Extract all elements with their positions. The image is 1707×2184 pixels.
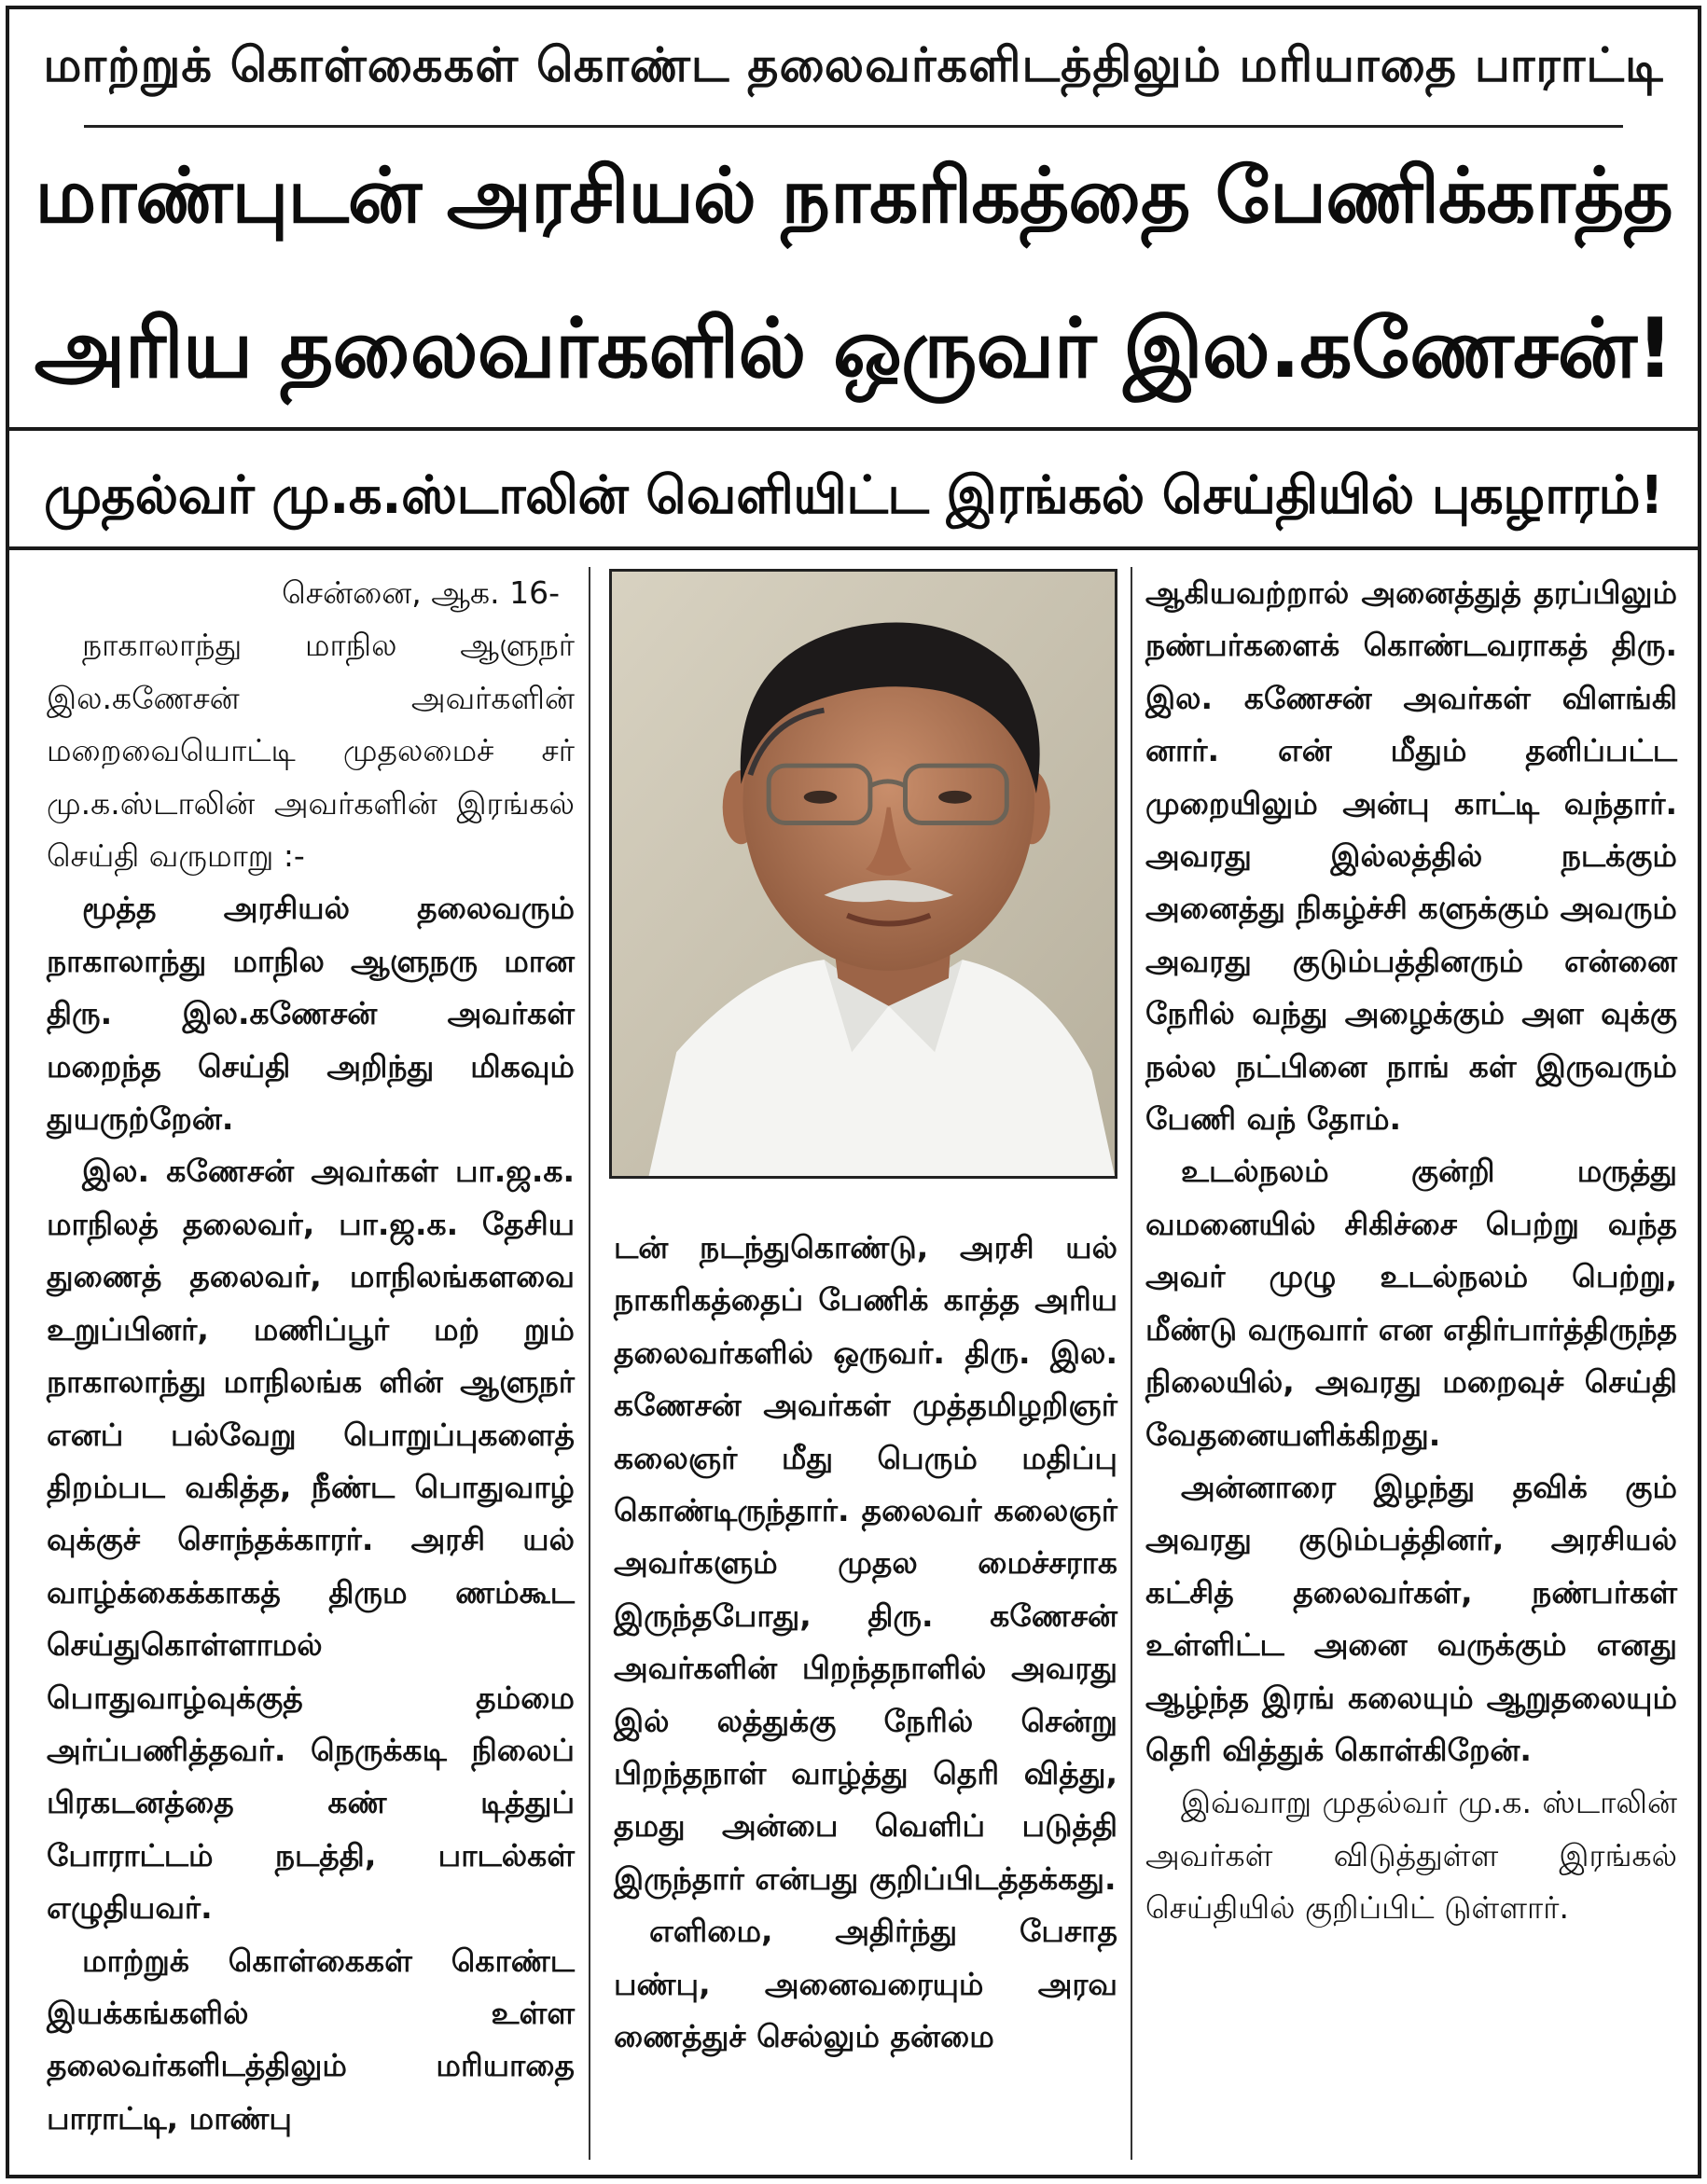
portrait-illustration [612, 572, 1115, 1176]
article-paragraph: இல. கணேசன் அவர்கள் பா.ஜ.க. மாநிலத் தலைவர், பா.ஜ.க. தேசிய துணைத் தலைவர், மாநிலங்களவை உறுப்பினர், மணிப்பூர் மற் றும் நாகாலாந்து மாநிலங்க ளின் ஆளுநர் எனப் பல்வேறு பொறுப்புகளைத் திறம்பட வகித்த, நீண்ட பொதுவாழ் வுக்குச் சொந்தக்காரர். அரசி யல் வாழ்க்கைக்காகத் திரும ணம்கூட செய்துகொள்ளாமல் பொதுவாழ்வுக்குத் தம்மை அர்ப்பணித்தவர். நெருக்கடி நிலைப் பிரகடனத்தை கண் டித்துப் போராட்டம் நடத்தி, பாடல்கள் எழுதியவர். [47, 1153, 575, 1927]
kicker-divider [84, 125, 1623, 128]
kicker-line: மாற்றுக் கொள்கைகள் கொண்ட தலைவர்களிடத்திலும் மரியாதை பாராட்டி [43, 37, 1664, 93]
article-paragraph: மூத்த அரசியல் தலைவரும் நாகாலாந்து மாநில ஆளுநரு மான திரு. இல.கணேசன் அவர்கள் மறைந்த செய்தி அறிந்து மிகவும் துயருற்றேன். [47, 890, 575, 1138]
article-paragraph: எளிமை, அதிர்ந்து பேசாத பண்பு, அனைவரையும் அரவ ணைத்துச் செல்லும் தன்மை [614, 1913, 1117, 2055]
article-column-3 [1145, 567, 1677, 1935]
article-intro: நாகாலாந்து மாநில ஆளுநர் இல.கணேசன் அவர்களின் மறைவையொட்டி முதலமைச் சர் மு.க.ஸ்டாலின் அவர்களின் இரங்கல் செய்தி வருமாறு :- [47, 627, 575, 875]
article-paragraph: அன்னாரை இழந்து தவிக் கும் அவரது குடும்பத்தினர், அரசியல் கட்சித் தலைவர்கள், நண்பர்கள் உள்ளிட்ட அனை வருக்கும் எனது ஆழ்ந்த இரங் கலையும் ஆறுதலையும் தெரி வித்துக் கொள்கிறேன். [1145, 1468, 1677, 1768]
portrait-photo [609, 569, 1117, 1179]
article-column-2 [614, 1222, 1117, 2064]
column-divider-1 [589, 567, 590, 2160]
subheadline-divider [9, 546, 1698, 550]
article-paragraph: ஆகியவற்றால் அனைத்துத் தரப்பிலும் நண்பர்களைக் கொண்டவராகத் திரு. இல. கணேசன் அவர்கள் விளங்கி னார். என் மீதும் தனிப்பட்ட முறையிலும் அன்பு காட்டி வந்தார். அவரது இல்லத்தில் நடக்கும் அனைத்து நிகழ்ச்சி களுக்கும் அவரும் அவரது குடும்பத்தினரும் என்னை நேரில் வந்து அழைக்கும் அள வுக்கு நல்ல நட்பினை நாங் கள் இருவரும் பேணி வந் தோம். [1145, 574, 1677, 1138]
headline-line-2: அரிய தலைவர்களில் ஒருவர் இல.கணேசன்! [34, 300, 1673, 396]
headline-divider [9, 427, 1698, 431]
headline-line-1: மாண்புடன் அரசியல் நாகரிகத்தை பேணிக்காத்த [35, 152, 1672, 241]
column-divider-2 [1131, 567, 1132, 2160]
subheadline: முதல்வர் மு.க.ஸ்டாலின் வெளியிட்ட இரங்கல் செய்தியில் புகழாரம்! [43, 465, 1664, 526]
newspaper-clipping [6, 6, 1701, 2178]
article-paragraph: இவ்வாறு முதல்வர் மு.க. ஸ்டாலின் அவர்கள் விடுத்துள்ள இரங்கல் செய்தியில் குறிப்பிட் டுள்ளார். [1145, 1784, 1677, 1927]
article-paragraph: டன் நடந்துகொண்டு, அரசி யல் நாகரிகத்தைப் பேணிக் காத்த அரிய தலைவர்களில் ஒருவர். திரு. இல. கணேசன் அவர்கள் முத்தமிழறிஞர் கலைஞர் மீது பெரும் மதிப்பு கொண்டிருந்தார். தலைவர் கலைஞர் அவர்களும் முதல மைச்சராக இருந்தபோது, திரு. கணேசன் அவர்களின் பிறந்தநாளில் அவரது இல் லத்துக்கு நேரில் சென்று பிறந்தநாள் வாழ்த்து தெரி வித்து, தமது அன்பை வெளிப் படுத்தி இருந்தார் என்பது குறிப்பிடத்தக்கது. [614, 1229, 1117, 1897]
article-paragraph: உடல்நலம் குன்றி மருத்து வமனையில் சிகிச்சை பெற்று வந்த அவர் முழு உடல்நலம் பெற்று, மீண்டு வருவார் என எதிர்பார்த்திருந்த நிலையில், அவரது மறைவுச் செய்தி வேதனையளிக்கிறது. [1145, 1153, 1677, 1453]
article-column-1 [47, 567, 575, 2145]
dateline: சென்னை, ஆக. 16- [282, 574, 560, 611]
article-paragraph: மாற்றுக் கொள்கைகள் கொண்ட இயக்கங்களில் உள்ள தலைவர்களிடத்திலும் மரியாதை பாராட்டி, மாண்பு [47, 1942, 575, 2136]
